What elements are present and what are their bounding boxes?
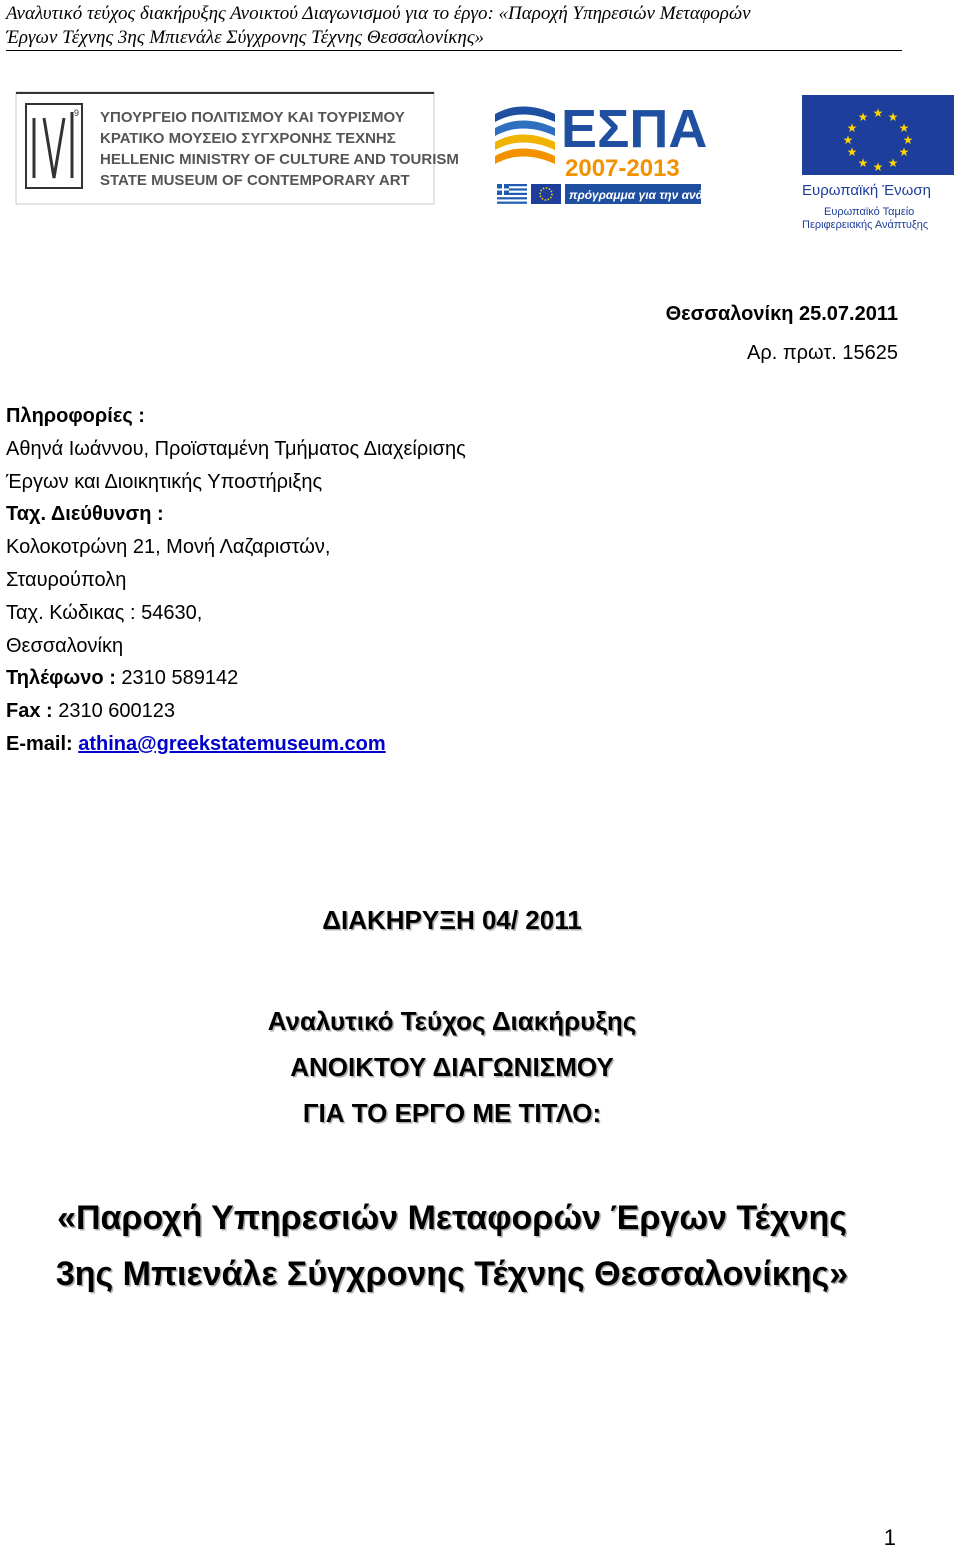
svg-text:★: ★ bbox=[898, 145, 910, 159]
project-title bbox=[0, 1190, 904, 1302]
greek-flag-icon bbox=[497, 184, 527, 204]
fax-value: 2310 600123 bbox=[52, 700, 176, 723]
subtitle-line2: ΑΝΟΙΚΤΟΥ ΔΙΑΓΩΝΙΣΜΟΥ bbox=[290, 1052, 614, 1082]
phone-value: 2310 589142 bbox=[115, 667, 239, 690]
page-number: 1 bbox=[883, 1525, 896, 1550]
svg-text:★: ★ bbox=[898, 121, 910, 135]
email-row bbox=[6, 728, 466, 761]
email-link[interactable]: athina@greekstatemuseum.com bbox=[78, 732, 386, 755]
fax-row bbox=[6, 695, 466, 728]
espa-years: 2007-2013 bbox=[565, 155, 680, 182]
svg-text:★: ★ bbox=[846, 121, 858, 135]
museum-logo-line3: HELLENIC MINISTRY OF CULTURE AND TOURISM bbox=[100, 151, 459, 168]
espa-tagline: πρόγραμμα για την ανάπτυξη bbox=[569, 188, 737, 202]
address-label: Ταχ. Διεύθυνση : bbox=[6, 503, 164, 526]
eu-logo bbox=[802, 95, 958, 235]
svg-text:★: ★ bbox=[846, 145, 858, 159]
svg-text:★: ★ bbox=[857, 110, 869, 124]
museum-logo bbox=[16, 92, 459, 204]
eu-sub1: Ευρωπαϊκό Ταμείο bbox=[824, 206, 915, 218]
declaration-title: ΔΙΑΚΗΡΥΞΗ 04/ 2011 bbox=[322, 905, 582, 935]
contact-info bbox=[6, 400, 466, 761]
phone-row bbox=[6, 662, 466, 695]
svg-text:★: ★ bbox=[872, 160, 884, 174]
postcode-line: Ταχ. Κώδικας : 54630, bbox=[6, 601, 203, 624]
protocol-number: Αρ. πρωτ. 15625 bbox=[747, 342, 898, 364]
address-line1: Κολοκοτρώνη 21, Μονή Λαζαριστών, bbox=[6, 536, 331, 559]
svg-text:★: ★ bbox=[887, 110, 899, 124]
espa-logo-graphic bbox=[493, 92, 737, 207]
subtitle-line1: Αναλυτικό Τεύχος Διακήρυξης bbox=[267, 1006, 637, 1036]
contact-line1: Αθηνά Ιωάννου, Προϊσταμένη Τμήματος Διαχείρισης bbox=[6, 437, 466, 460]
svg-text:9: 9 bbox=[74, 108, 80, 118]
svg-text:★: ★ bbox=[857, 156, 869, 170]
header-divider bbox=[6, 50, 902, 51]
svg-text:★: ★ bbox=[842, 133, 854, 147]
project-title-line1: «Παροχή Υπηρεσιών Μεταφορών Έργων Τέχνης bbox=[57, 1199, 847, 1237]
eu-flag-small-icon bbox=[531, 184, 561, 204]
fax-label: Fax : bbox=[6, 700, 53, 723]
museum-logo-line1: ΥΠΟΥΡΓΕΙΟ ΠΟΛΙΤΙΣΜΟΥ ΚΑΙ ΤΟΥΡΙΣΜΟΥ bbox=[100, 109, 405, 126]
running-header bbox=[6, 2, 906, 50]
email-label: E-mail: bbox=[6, 732, 79, 755]
svg-text:★: ★ bbox=[872, 106, 884, 120]
eu-sub2: Περιφερειακής Ανάπτυξης bbox=[802, 219, 929, 231]
phone-label: Τηλέφωνο : bbox=[6, 667, 116, 690]
museum-logo-line4: STATE MUSEUM OF CONTEMPORARY ART bbox=[100, 172, 410, 189]
address-line2: Σταυρούπολη bbox=[6, 568, 127, 591]
museum-logo-line2: ΚΡΑΤΙΚΟ ΜΟΥΣΕΙΟ ΣΥΓΧΡΟΝΗΣ ΤΕΧΝΗΣ bbox=[100, 130, 396, 147]
running-header-line1: Αναλυτικό τεύχος διακήρυξης Ανοικτού Διαγωνισμού για το έργο: «Παροχή Υπηρεσιών Μεταφορών bbox=[6, 3, 751, 24]
info-label: Πληροφορίες : bbox=[6, 405, 145, 427]
espa-logo bbox=[493, 92, 737, 207]
document-date: Θεσσαλονίκη 25.07.2011 bbox=[665, 303, 898, 325]
svg-text:★: ★ bbox=[887, 156, 899, 170]
svg-text:★: ★ bbox=[902, 133, 914, 147]
eu-title: Ευρωπαϊκή Ένωση bbox=[802, 182, 931, 199]
eu-logo-graphic bbox=[802, 95, 958, 235]
contact-line2: Έργων και Διοικητικής Υποστήριξης bbox=[6, 470, 323, 493]
espa-title: ΕΣΠΑ bbox=[561, 99, 708, 159]
running-header-line2: Έργων Τέχνης 3ης Μπιενάλε Σύγχρονης Τέχνης Θεσσαλονίκης» bbox=[6, 27, 485, 48]
city: Θεσσαλονίκη bbox=[6, 634, 124, 657]
project-title-line2: 3ης Μπιενάλε Σύγχρονης Τέχνης Θεσσαλονίκης» bbox=[55, 1255, 849, 1293]
subtitle-line3: ΓΙΑ ΤΟ ΕΡΓΟ ΜΕ ΤΙΤΛΟ: bbox=[302, 1098, 602, 1128]
subtitle-block bbox=[0, 998, 904, 1136]
museum-logo-graphic bbox=[16, 92, 459, 204]
